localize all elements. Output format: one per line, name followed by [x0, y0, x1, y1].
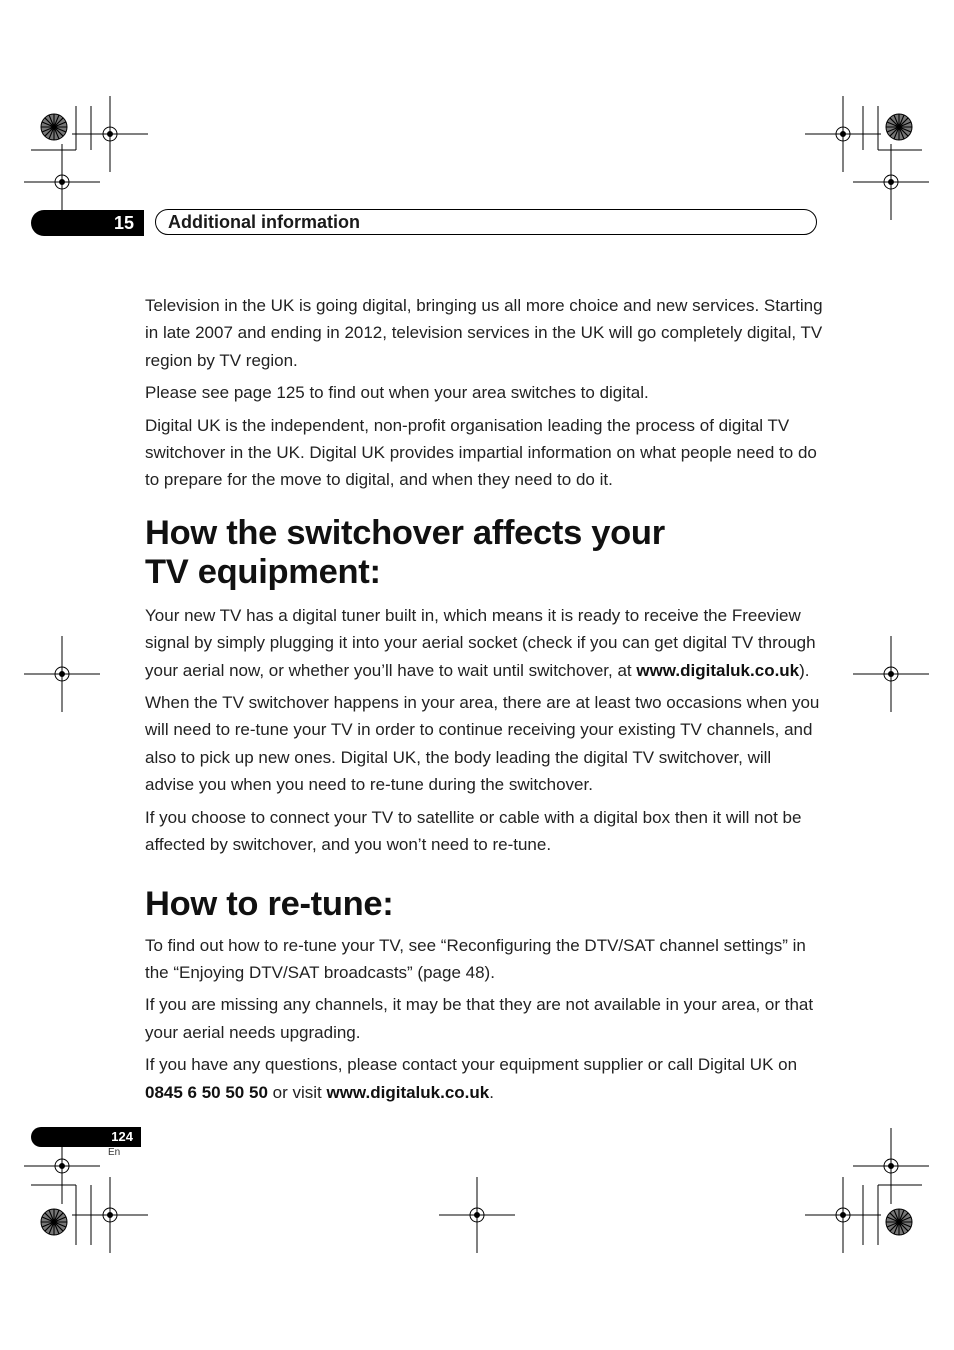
paragraph-text: .: [489, 1082, 494, 1102]
page-number: 124: [31, 1127, 141, 1147]
switchover-paragraph: If you choose to connect your TV to satellite or cable with a digital box then it will not be affected by switchover, and you won’t need to re-tune.: [145, 807, 802, 855]
heading-line: TV equipment:: [145, 552, 381, 591]
intro-paragraph: Digital UK is the independent, non-profit organisation leading the process of digital TV switchover in the UK. Digital UK provides impartial information on what people need to do to prepare for the move to digital, and when they need to do it.: [145, 415, 817, 490]
switchover-paragraph: [145, 602, 825, 684]
digitaluk-link: www.digitaluk.co.uk: [636, 660, 800, 680]
chapter-title: Additional information: [155, 209, 817, 235]
retune-paragraph: If you are missing any channels, it may be that they are not available in your area, or that your aerial needs upgrading.: [145, 995, 814, 1042]
section-heading-retune: How to re-tune:: [145, 884, 394, 923]
paragraph-text: or visit: [267, 1082, 327, 1102]
paragraph-text: ).: [799, 660, 810, 680]
digitaluk-link: www.digitaluk.co.uk: [326, 1082, 490, 1102]
heading-line: How the switchover affects your: [145, 513, 665, 552]
paragraph-text: Your new TV has a digital tuner built in, which means it is ready to receive the Freeview signal by simply plugging it into your aerial socket (check if you can get digital TV through your aerial now, or whether you’ll have to wait until switchover, at: [145, 605, 816, 680]
retune-paragraph: To find out how to re-tune your TV, see “Reconfiguring the DTV/SAT channel settings” in the “Enjoying DTV/SAT broadcasts” (page 48).: [145, 935, 806, 982]
retune-paragraph: [145, 1051, 825, 1106]
intro-paragraph: Please see page 125 to find out when your area switches to digital.: [145, 383, 649, 403]
section-heading-switchover: [145, 514, 825, 592]
intro-paragraph: Television in the UK is going digital, bringing us all more choice and new services. Starting in late 2007 and ending in 2012, television services in the UK will go completely digital, TV region by TV region.: [145, 296, 823, 370]
phone-number: 0845 6 50 50 50: [145, 1082, 268, 1102]
chapter-number: 15: [31, 210, 144, 236]
paragraph-text: If you have any questions, please contact your equipment supplier or call Digital UK on: [145, 1055, 798, 1075]
page-content: [145, 292, 825, 1111]
switchover-paragraph: When the TV switchover happens in your area, there are at least two occasions when you will need to re-tune your TV in order to continue receiving your existing TV channels, and also to pick up new ones. Digital UK, the body leading the digital TV switchover, will advise you when you need to re-tune during the switchover.: [145, 693, 820, 795]
language-label: En: [108, 1147, 121, 1158]
